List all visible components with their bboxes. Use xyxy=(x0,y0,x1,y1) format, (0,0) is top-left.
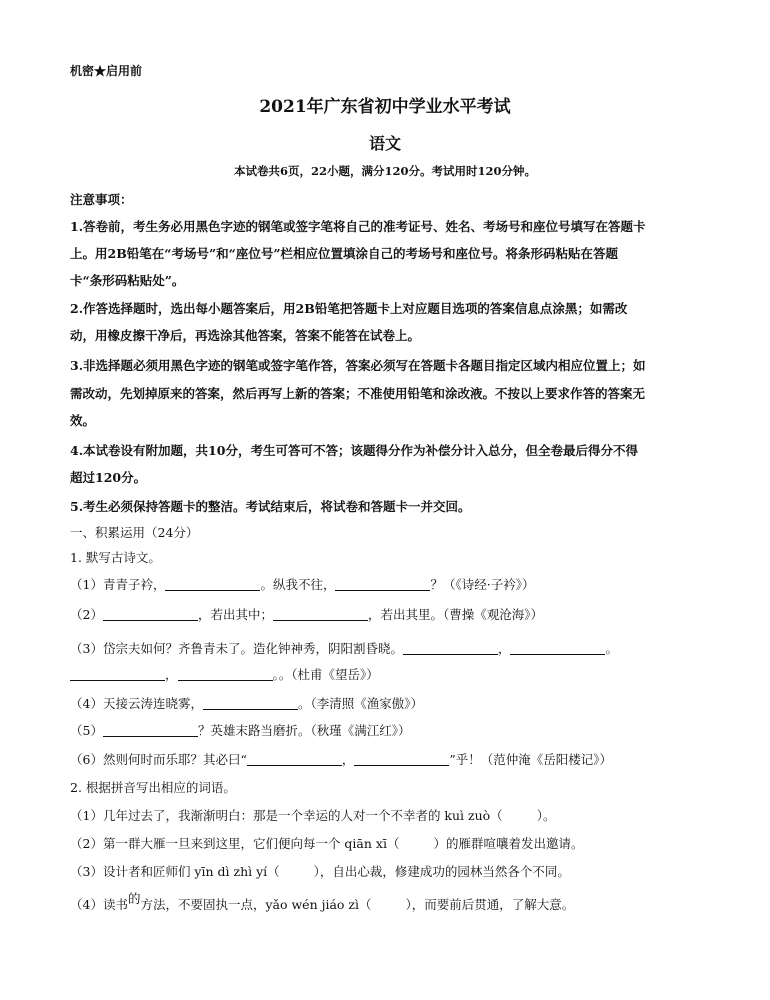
answer-blank[interactable] xyxy=(335,576,430,591)
answer-blank[interactable] xyxy=(178,666,273,681)
answer-blank[interactable] xyxy=(103,606,198,621)
q1-item-1: （1）青青子衿， 。纵我不往， ？（《诗经·子衿》） xyxy=(70,577,535,592)
answer-blank[interactable] xyxy=(247,751,342,766)
question-2-stem: 2. 根据拼音写出相应的词语。 xyxy=(70,780,236,795)
notice-heading: 注意事项： xyxy=(70,192,133,207)
answer-blank[interactable] xyxy=(510,640,605,655)
answer-blank[interactable] xyxy=(103,722,198,737)
answer-blank[interactable] xyxy=(70,666,165,681)
q2-item-3: （3）设计者和匠师们 yīn dì zhì yí（ ），自出心裁，修建成功的园林当然各个不同。 xyxy=(70,864,570,879)
notice-line: 上。用2B铅笔在“考场号”和“座位号”栏相应位置填涂自己的考场号和座位号。将条形码粘贴在答题 xyxy=(70,246,619,261)
q2-item-1: （1）几年过去了，我渐渐明白：那是一个幸运的人对一个不幸者的 kuì zuò（ ）。 xyxy=(70,808,556,823)
notice-line: 动，用橡皮擦干净后，再选涂其他答案，答案不能答在试卷上。 xyxy=(70,328,421,343)
answer-blank[interactable] xyxy=(354,751,449,766)
notice-line: 2.作答选择题时，选出每小题答案后，用2B铅笔把答题卡上对应题目选项的答案信息点涂黑；如需改 xyxy=(70,301,628,316)
q1-item-5: （5） ？英雄末路当磨折。（秋瑾《满江红》） xyxy=(70,723,411,738)
answer-blank[interactable] xyxy=(203,695,298,710)
notice-line: 4.本试卷设有附加题，共10分，考生可答可不答；该题得分作为补偿分计入总分，但全卷最后得分不得 xyxy=(70,443,638,458)
q1-item-4: （4）天接云涛连晓雾， 。（李清照《渔家傲》） xyxy=(70,696,423,711)
notice-line: 效。 xyxy=(70,413,96,428)
notice-line: 需改动，先划掉原来的答案，然后再写上新的答案；不准使用铅笔和涂改液。不按以上要求作答的答案无 xyxy=(70,386,646,401)
q2-item-4: （4）读书的方法，不要固执一点，yǎo wén jiáo zì（ ），而要前后贯通，了解大意。 xyxy=(70,891,575,912)
notice-line: 1.答卷前，考生务必用黑色字迹的钢笔或签字笔将自己的准考证号、姓名、考场号和座位号填写在答题卡 xyxy=(70,219,646,234)
confidential-mark: 机密★启用前 xyxy=(70,64,143,78)
answer-blank[interactable] xyxy=(403,640,498,655)
question-1-stem: 1. 默写古诗文。 xyxy=(70,550,161,565)
notice-line: 3.非选择题必须用黑色字迹的钢笔或签字笔作答，答案必须写在答题卡各题目指定区域内相应位置上；如 xyxy=(70,358,646,373)
section-heading: 一、积累运用（24分） xyxy=(70,525,199,540)
notice-line: 卡“条形码粘贴处”。 xyxy=(70,273,185,288)
q1-item-3: （3）岱宗夫如何？齐鲁青未了。造化钟神秀，阴阳割昏晓。 ， 。 xyxy=(70,641,618,656)
exam-title: 2021年广东省初中学业水平考试 xyxy=(259,97,511,117)
answer-blank[interactable] xyxy=(165,576,260,591)
answer-blank[interactable] xyxy=(273,606,368,621)
q1-item-6: （6）然则何时而乐耶？其必曰“ ， ”乎！（范仲淹《岳阳楼记》） xyxy=(70,752,613,767)
notice-line: 5.考生必须保持答题卡的整洁。考试结束后，将试卷和答题卡一并交回。 xyxy=(70,499,471,514)
exam-meta: 本试卷共6页，22小题，满分120分。考试用时120分钟。 xyxy=(233,164,536,178)
q1-item-2: （2） ，若出其中； ，若出其里。（曹操《观沧海》） xyxy=(70,607,543,622)
q2-item-2: （2）第一群大雁一旦来到这里，它们便向每一个 qiān xī（ ）的雁群喧嚷着发出邀请。 xyxy=(70,836,584,851)
notice-line: 超过120分。 xyxy=(70,470,147,485)
q1-item-3-cont: ， 。。（杜甫《望岳》） xyxy=(70,665,379,683)
subject-title: 语文 xyxy=(368,134,401,153)
